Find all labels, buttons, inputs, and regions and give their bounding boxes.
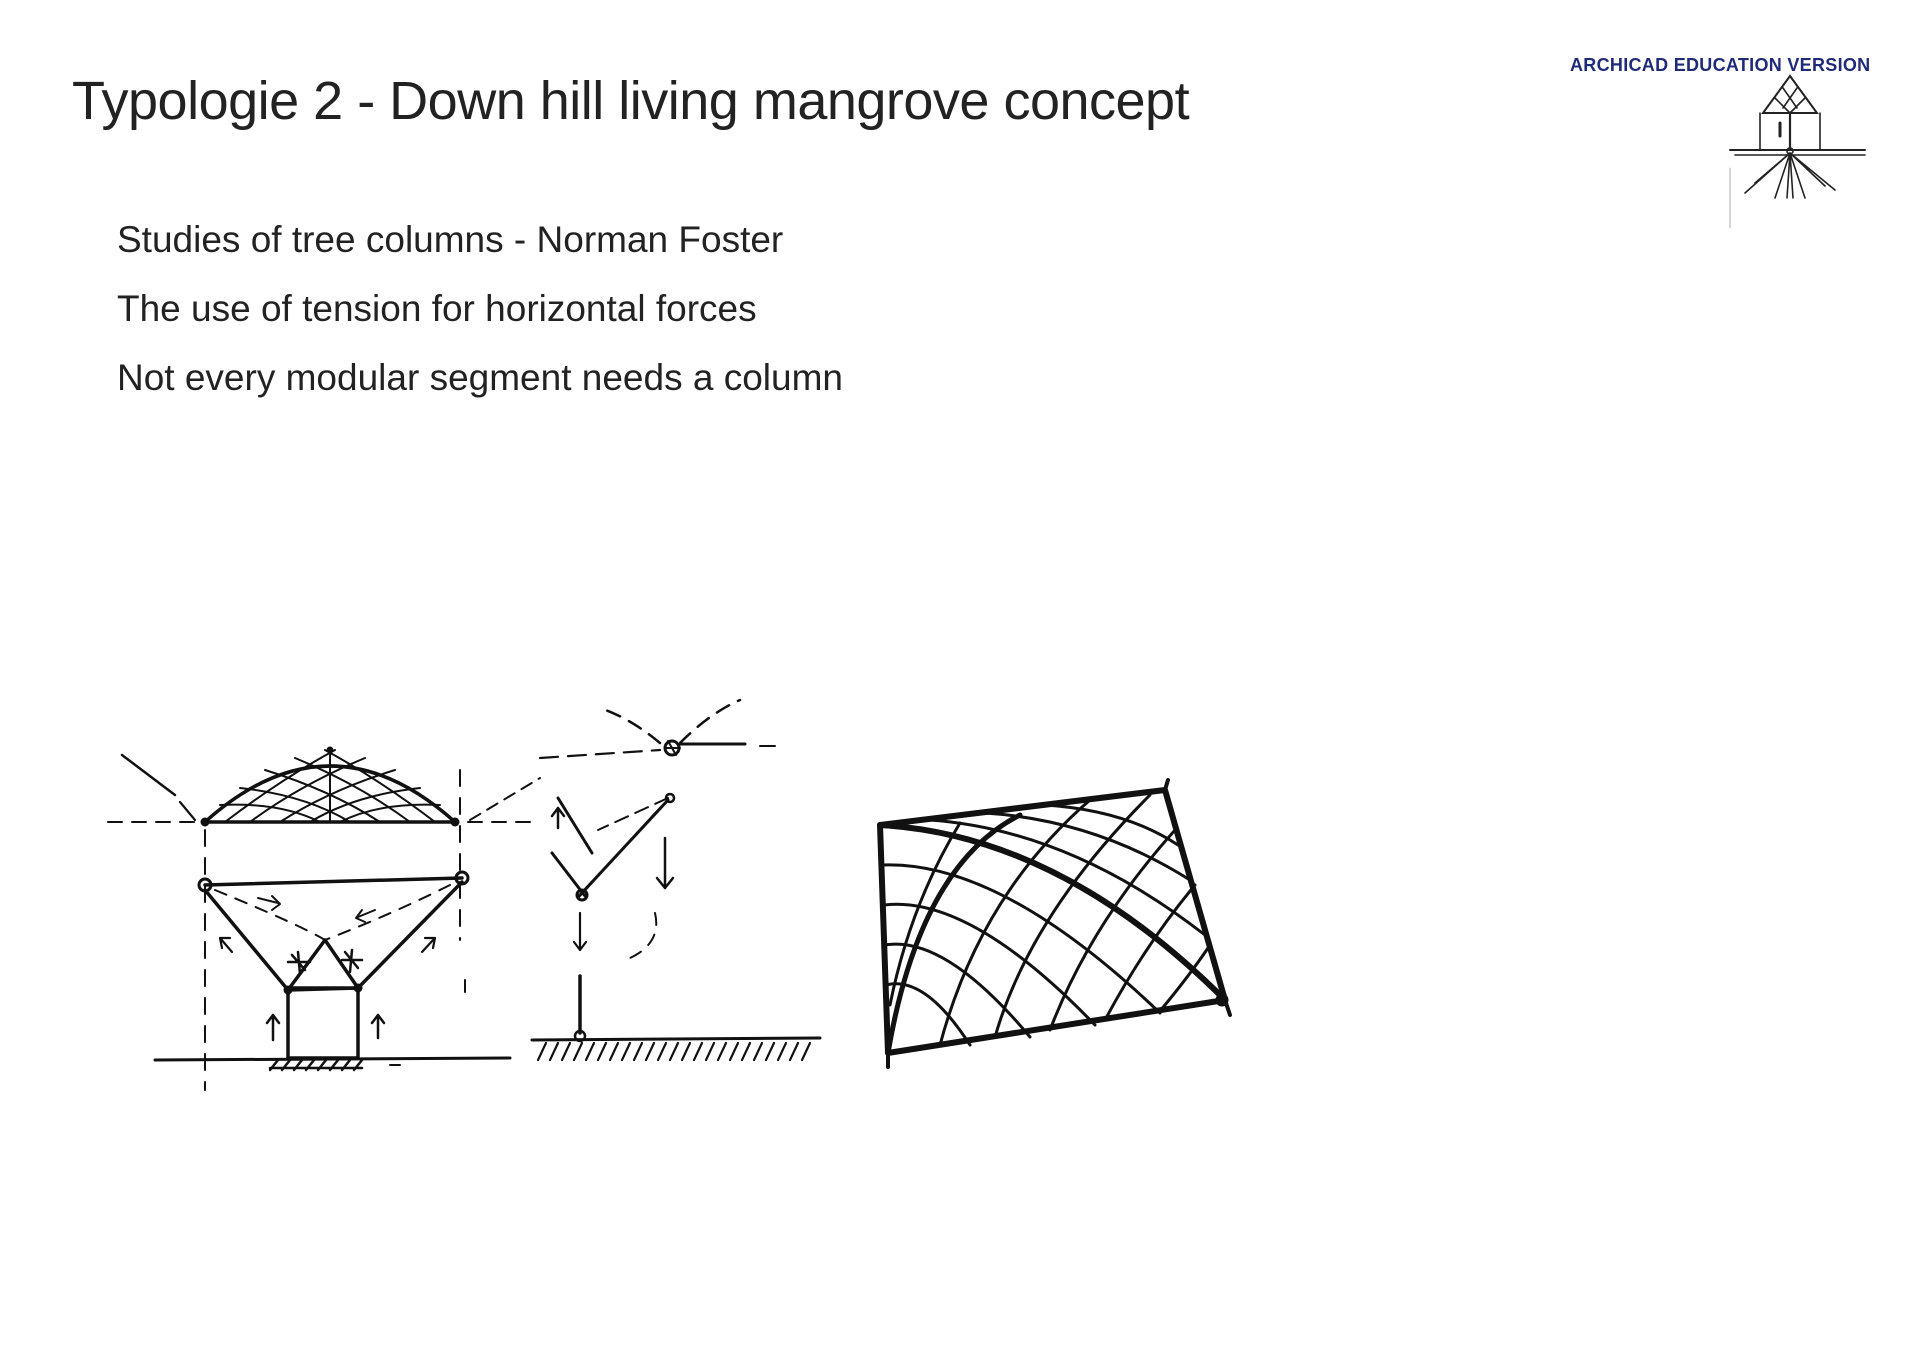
page-title: Typologie 2 - Down hill living mangrove concept xyxy=(72,71,1190,131)
education-watermark: ARCHICAD EDUCATION VERSION xyxy=(1570,55,1871,75)
note-item: Not every modular segment needs a column xyxy=(117,357,843,398)
note-item: Studies of tree columns - Norman Foster xyxy=(117,219,784,260)
tree-column-logo xyxy=(1725,68,1875,228)
tension-study-sketch xyxy=(530,688,830,1068)
notes-list xyxy=(117,205,843,412)
gridshell-canopy-sketch xyxy=(860,775,1240,1075)
tree-column-sketch xyxy=(100,730,560,1100)
note-item: The use of tension for horizontal forces xyxy=(117,288,757,329)
